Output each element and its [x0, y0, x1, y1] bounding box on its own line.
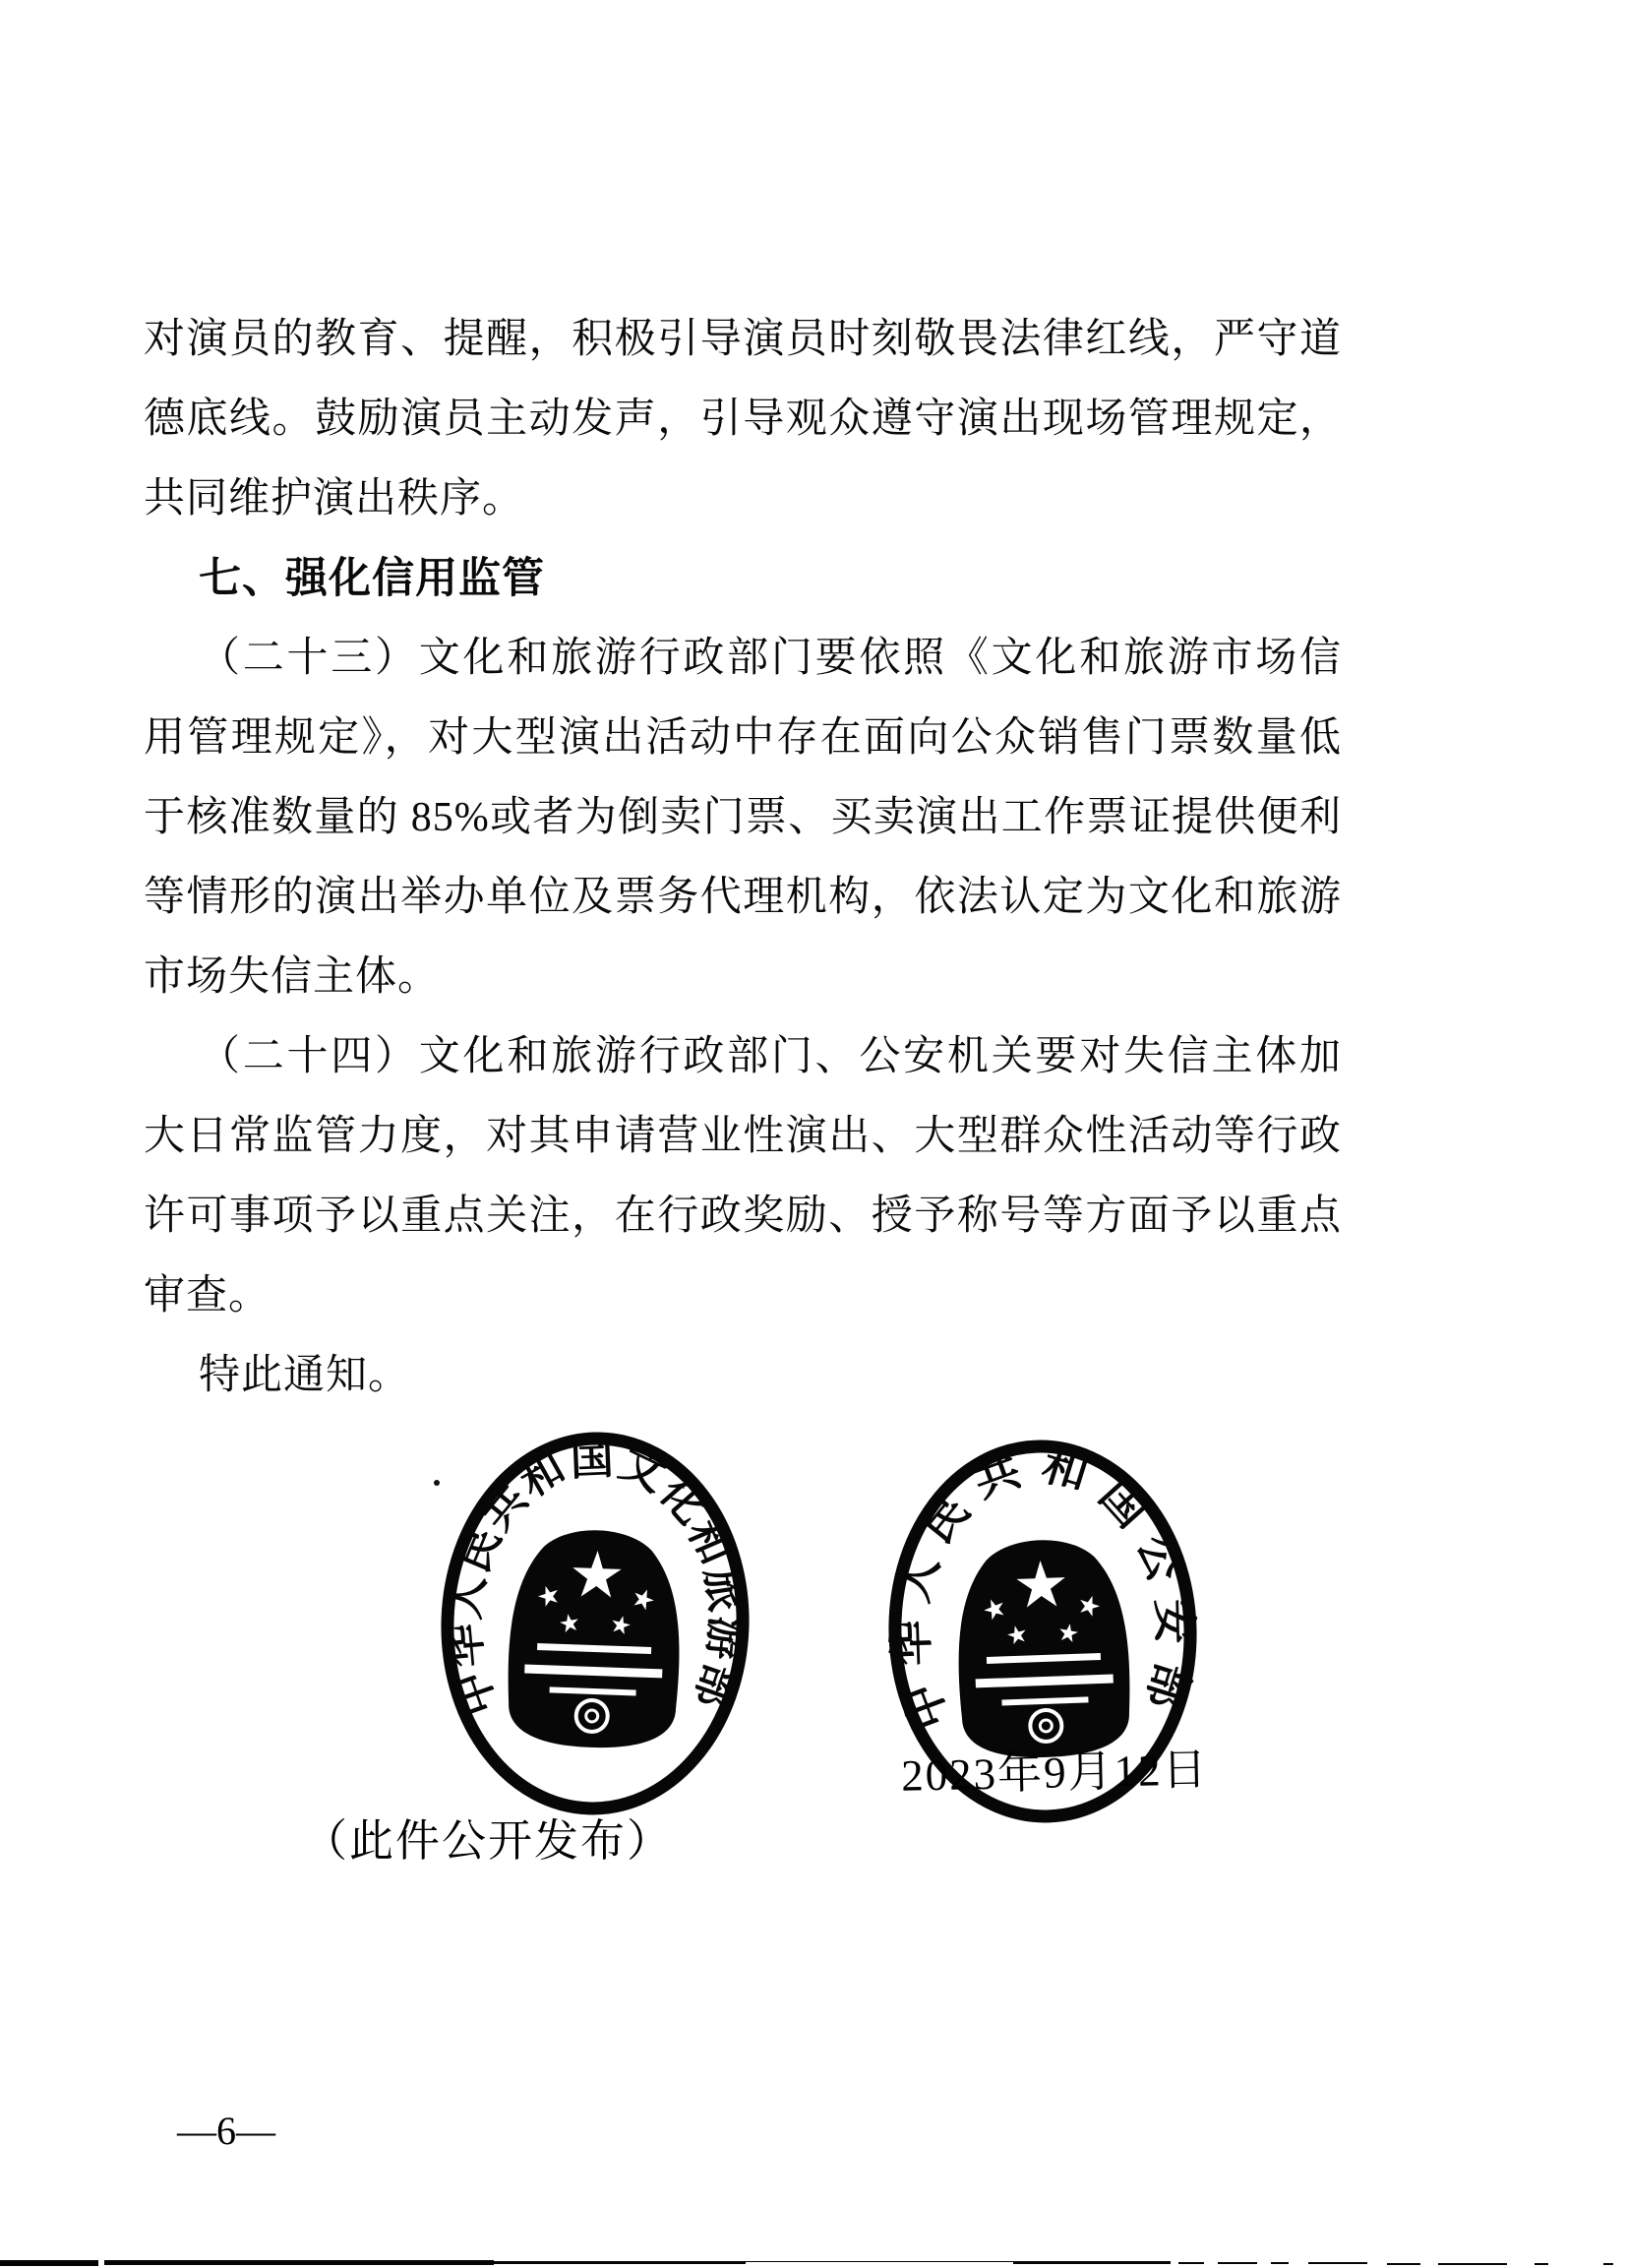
moct-seal-stamp [428, 1425, 762, 1822]
page-number: —6— [177, 2109, 275, 2153]
text-block [144, 300, 1342, 1416]
seal-ring-text: 中华人民共和国公安部 [885, 1439, 1200, 1737]
text-line: 市场失信主体。 [144, 954, 441, 1000]
text-line: 许可事项予以重点关注，在行政奖励、授予称号等方面予以重点 [144, 1194, 1342, 1239]
text-line: （二十三）文化和旅游行政部门要依照《文化和旅游市场信 [199, 636, 1342, 681]
text-line: 对演员的教育、提醒，积极引导演员时刻敬畏法律红线，严守道 [144, 317, 1342, 362]
seal-date: 2023年9月12日 [900, 1745, 1210, 1801]
text-line: （二十四）文化和旅游行政部门、公安机关要对失信主体加 [199, 1034, 1342, 1079]
text-line: 等情形的演出举办单位及票务代理机构，依法认定为文化和旅游 [144, 875, 1342, 920]
national-emblem-icon [506, 1527, 684, 1750]
text-line: 共同维护演出秩序。 [144, 476, 525, 521]
text-line: 于核准数量的 85%或者为倒卖门票、买卖演出工作票证提供便利 [144, 795, 1342, 840]
seal-ring-text: 中华人民共和国文化和旅游部 [439, 1435, 752, 1722]
text-line: 审查。 [144, 1273, 271, 1318]
public-release-note: （此件公开发布） [303, 1816, 674, 1866]
text-line: 德底线。鼓励演员主动发声，引导观众遵守演出现场管理规定， [144, 397, 1342, 442]
text-line: 特此通知。 [199, 1353, 411, 1398]
text-line: 大日常监管力度，对其申请营业性演出、大型群众性活动等行政 [144, 1114, 1342, 1159]
text-line: 用管理规定》，对大型演出活动中存在面向公众销售门票数量低 [144, 715, 1342, 761]
section-heading: 七、强化信用监管 [199, 555, 545, 602]
ink-speck [434, 1480, 440, 1486]
national-emblem-icon [954, 1537, 1132, 1760]
